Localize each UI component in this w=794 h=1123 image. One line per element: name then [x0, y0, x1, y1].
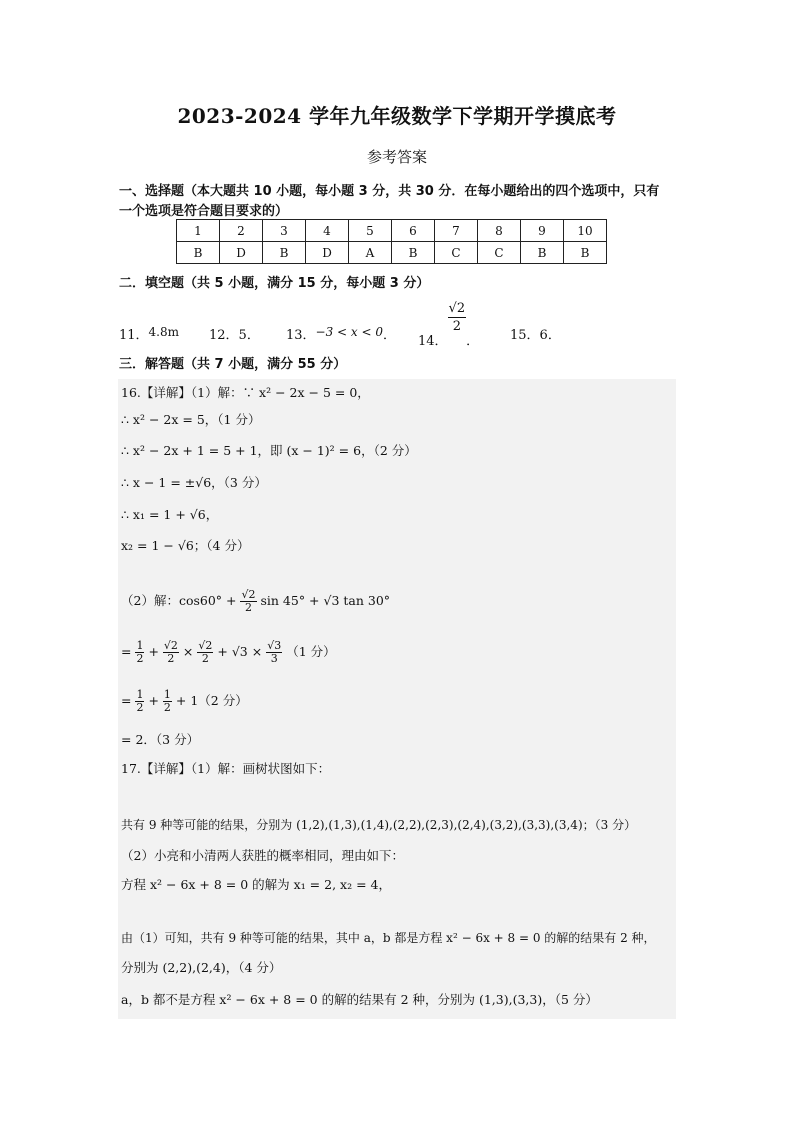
section3-heading: 三．解答题（共 7 小题，满分 55 分） — [119, 357, 347, 372]
q16-part2-expression — [121, 589, 390, 614]
score: （1 分） — [286, 644, 336, 659]
question-number: 5 — [349, 220, 392, 242]
q16-part2-label: （2）解：cos60° + — [121, 593, 237, 608]
fraction-denominator: 2 — [201, 652, 209, 665]
step-equals: = — [121, 644, 132, 659]
q13-value: −3 < x < 0 — [315, 325, 384, 339]
fraction-denominator: 3 — [270, 652, 278, 665]
answer-cell: B — [564, 242, 607, 264]
operator: × — [182, 644, 194, 659]
answer-cell: C — [478, 242, 521, 264]
q14-fraction-denominator: 2 — [452, 319, 461, 334]
answer-cell: B — [263, 242, 306, 264]
q14-end: ． — [466, 334, 480, 349]
q16-part2-fraction — [240, 589, 256, 614]
q14-fraction-numerator: √2 — [448, 301, 466, 316]
q16-line6: x₂ = 1 − √6；（4 分） — [121, 538, 250, 553]
fraction — [197, 640, 213, 665]
q16-step2 — [121, 689, 248, 714]
q17-line7: a，b 都不是方程 x² − 6x + 8 = 0 的解的结果有 2 种，分别为 (1,3),(3,3)，（5 分） — [121, 992, 598, 1007]
step-equals: = — [121, 693, 132, 708]
fraction-numerator: √3 — [267, 639, 282, 652]
q17-line6: 分别为 (2,2),(2,4)，（4 分） — [121, 960, 282, 975]
q11-label: 11． — [119, 328, 149, 343]
q11-value: 4.8m — [148, 325, 180, 339]
question-number: 1 — [177, 220, 220, 242]
question-number: 2 — [220, 220, 263, 242]
operator: + √3 × — [217, 644, 263, 659]
answer-table-answer-row — [177, 242, 607, 264]
q11-answer — [119, 324, 179, 343]
fraction-numerator: 1 — [136, 639, 144, 652]
fraction-denominator: 2 — [163, 701, 171, 714]
q15-answer: 15．6． — [510, 328, 561, 343]
fraction-numerator: 1 — [136, 688, 144, 701]
q13-end: ． — [383, 328, 397, 343]
fraction-denominator: 2 — [136, 652, 144, 665]
fraction — [135, 640, 144, 665]
section1-heading-line2: 一个选项是符合题目要求的） — [119, 204, 289, 219]
answer-cell: B — [177, 242, 220, 264]
fraction-denominator: 2 — [167, 652, 175, 665]
answer-cell: B — [521, 242, 564, 264]
q16-step3: = 2．（3 分） — [121, 732, 200, 747]
q14-fraction — [448, 300, 467, 335]
step-rest: + 1（2 分） — [175, 693, 248, 708]
answer-cell: B — [392, 242, 435, 264]
answer-table-number-row — [177, 220, 607, 242]
section2-heading: 二．填空题（共 5 小题，满分 15 分，每小题 3 分） — [119, 276, 430, 291]
q17-line2: 共有 9 种等可能的结果，分别为 (1,2),(1,3),(1,4),(2,2),(2,3),(2,4),(3,2),(3,3),(3,4)；（3 分） — [121, 818, 637, 832]
fraction — [266, 640, 282, 665]
page-subtitle: 参考答案 — [366, 148, 427, 166]
answer-cell: D — [306, 242, 349, 264]
answer-cell: C — [435, 242, 478, 264]
fraction-numerator: √2 — [241, 588, 256, 601]
question-number: 9 — [521, 220, 564, 242]
q17-line5: 由（1）可知，共有 9 种等可能的结果，其中 a，b 都是方程 x² − 6x + 8 = 0 的解的结果有 2 种， — [121, 931, 656, 945]
q16-line3: ∴ x² − 2x + 1 = 5 + 1，即 (x − 1)² = 6，（2 分） — [121, 443, 417, 458]
question-number: 10 — [564, 220, 607, 242]
page-title: 2023-2024 学年九年级数学下学期开学摸底考 — [177, 104, 617, 128]
q17-line4: 方程 x² − 6x + 8 = 0 的解为 x₁ = 2, x₂ = 4， — [121, 877, 391, 892]
question-number: 8 — [478, 220, 521, 242]
q16-line2: ∴ x² − 2x = 5，（1 分） — [121, 412, 261, 427]
q14-label: 14． — [418, 334, 448, 349]
answer-table — [176, 219, 607, 264]
fraction-numerator: √2 — [163, 639, 178, 652]
fraction-denominator: 2 — [244, 601, 252, 614]
q17-line1: 17.【详解】（1）解：画树状图如下： — [121, 761, 331, 776]
fraction — [135, 689, 144, 714]
operator: + — [148, 693, 159, 708]
q13-answer — [286, 324, 396, 343]
fraction-denominator: 2 — [136, 701, 144, 714]
fraction-numerator: 1 — [163, 688, 171, 701]
question-number: 4 — [306, 220, 349, 242]
q12-answer: 12．5． — [209, 328, 260, 343]
q16-line4: ∴ x − 1 = ±√6，（3 分） — [121, 475, 267, 490]
fraction — [163, 689, 172, 714]
question-number: 3 — [263, 220, 306, 242]
q16-step1 — [121, 640, 336, 665]
q16-part2-rest: sin 45° + √3 tan 30° — [260, 593, 391, 608]
q17-line3: （2）小亮和小清两人获胜的概率相同，理由如下： — [121, 848, 404, 863]
section1-heading-line1: 一、选择题（本大题共 10 小题，每小题 3 分，共 30 分．在每小题给出的四个选项中，只有 — [119, 184, 660, 199]
question-number: 6 — [392, 220, 435, 242]
answer-cell: A — [349, 242, 392, 264]
fraction — [163, 640, 179, 665]
q13-label: 13． — [286, 328, 316, 343]
q16-line5: ∴ x₁ = 1 + √6， — [121, 507, 219, 522]
fraction-numerator: √2 — [198, 639, 213, 652]
question-number: 7 — [435, 220, 478, 242]
answer-cell: D — [220, 242, 263, 264]
q16-line1: 16.【详解】（1）解：∵ x² − 2x − 5 = 0， — [121, 385, 370, 400]
operator: + — [148, 644, 159, 659]
q14-answer — [418, 300, 480, 349]
